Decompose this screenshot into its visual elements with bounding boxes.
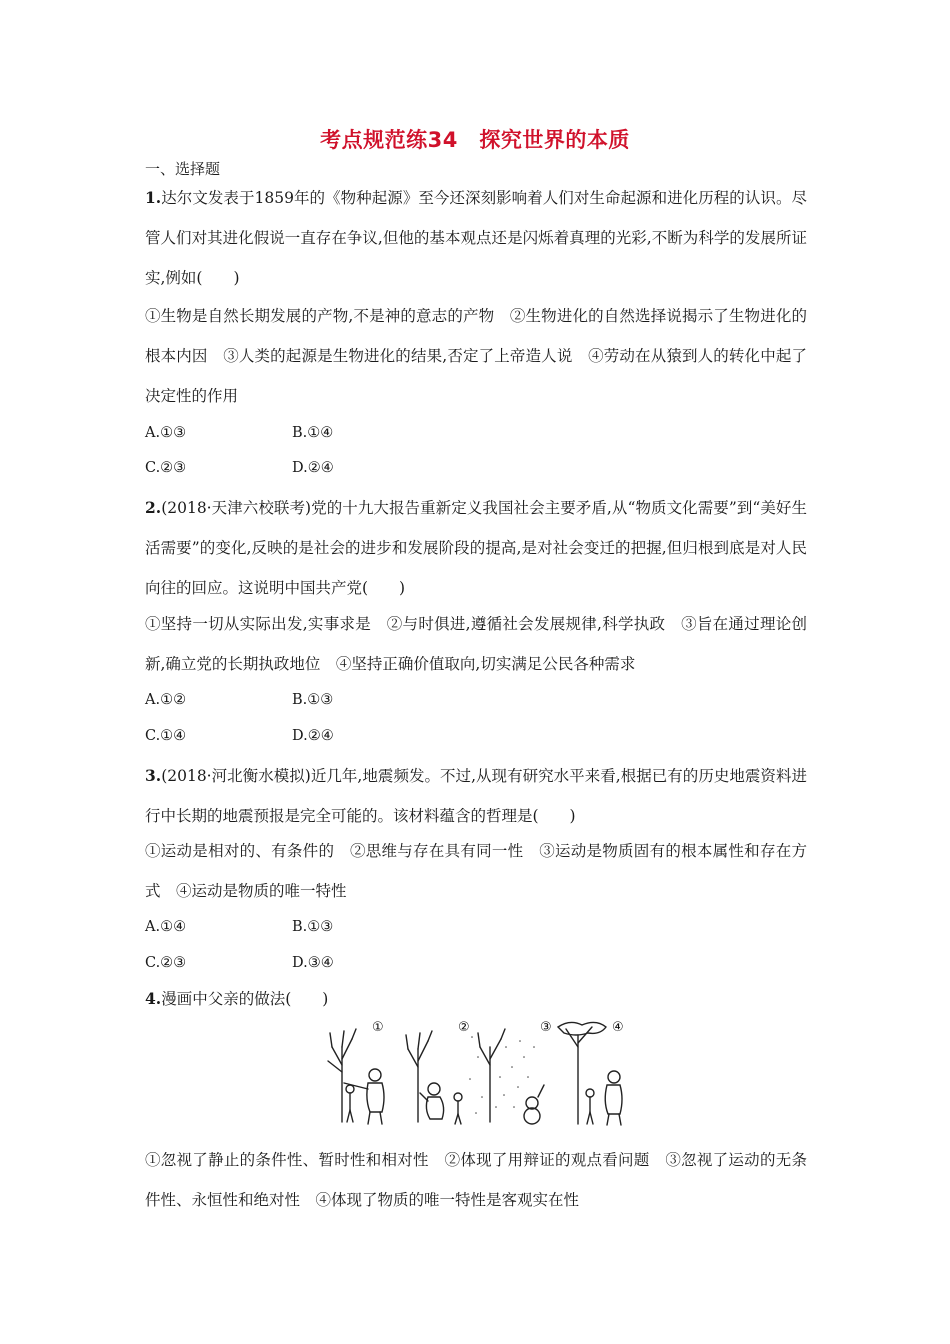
question-4-stem: 4.漫画中父亲的做法( )	[145, 989, 329, 1008]
question-1-statements: ①生物是自然长期发展的产物,不是神的意志的产物 ②生物进化的自然选择说揭示了生物进化的根本内因 ③人类的起源是生物进化的结果,否定了上帝造人说 ④劳动在从猿到人的转化中起了决定性的作用	[145, 307, 807, 405]
option-a: A.①③	[145, 425, 187, 441]
comic-panel-4	[558, 1022, 622, 1125]
panel-label-1: ①	[372, 1020, 384, 1035]
question-3-statements: ①运动是相对的、有条件的 ②思维与存在具有同一性 ③运动是物质固有的根本属性和存在方式 ④运动是物质的唯一特性	[145, 842, 807, 900]
panel-label-2: ②	[458, 1020, 470, 1035]
comic-panel-1	[328, 1029, 384, 1124]
comic-panel-2	[406, 1031, 462, 1124]
question-number: 4.	[145, 989, 162, 1008]
question-1-stem: 1.达尔文发表于1859年的《物种起源》至今还深刻影响着人们对生命起源和进化历程的认识。尽管人们对其进化假说一直存在争议,但他的基本观点还是闪烁着真理的光彩,不断为科学的发展所证实,例如( )	[145, 188, 807, 287]
question-number: 1.	[145, 188, 162, 207]
question-2-stem: 2.(2018·天津六校联考)党的十九大报告重新定义我国社会主要矛盾,从“物质文化需要”到“美好生活需要”的变化,反映的是社会的进步和发展阶段的提高,是对社会变迁的把握,但归根到底是对人民向往的回应。这说明中国共产党( )	[145, 498, 807, 597]
option-c: C.②③	[145, 460, 187, 476]
option-b: B.①④	[292, 425, 334, 441]
question-4-statements: ①忽视了静止的条件性、暂时性和相对性 ②体现了用辩证的观点看问题 ③忽视了运动的无条件性、永恒性和绝对性 ④体现了物质的唯一特性是客观实在性	[145, 1151, 807, 1209]
panel-label-4: ④	[612, 1020, 624, 1035]
panel-label-3: ③	[540, 1020, 552, 1035]
question-number: 2.	[145, 498, 162, 517]
option-a: A.①②	[145, 692, 187, 708]
option-c: C.②③	[145, 955, 187, 971]
option-b: B.①③	[292, 919, 334, 935]
snowflakes	[469, 1036, 535, 1114]
question-2-statements: ①坚持一切从实际出发,实事求是 ②与时俱进,遵循社会发展规律,科学执政 ③旨在通过理论创新,确立党的长期执政地位 ④坚持正确价值取向,切实满足公民各种需求	[145, 615, 807, 673]
section-heading: 一、选择题	[145, 160, 221, 178]
option-a: A.①④	[145, 919, 187, 935]
question-number: 3.	[145, 766, 162, 785]
page-title: 考点规范练34 探究世界的本质	[320, 128, 630, 152]
comic-panel-3	[478, 1029, 544, 1124]
option-c: C.①④	[145, 728, 187, 744]
option-d: D.②④	[292, 728, 334, 744]
option-d: D.②④	[292, 460, 334, 476]
question-3-stem: 3.(2018·河北衡水模拟)近几年,地震频发。不过,从现有研究水平来看,根据已有的历史地震资料进行中长期的地震预报是完全可能的。该材料蕴含的哲理是( )	[145, 766, 807, 825]
option-d: D.③④	[292, 955, 334, 971]
option-b: B.①③	[292, 692, 334, 708]
comic-illustration	[320, 1017, 632, 1127]
